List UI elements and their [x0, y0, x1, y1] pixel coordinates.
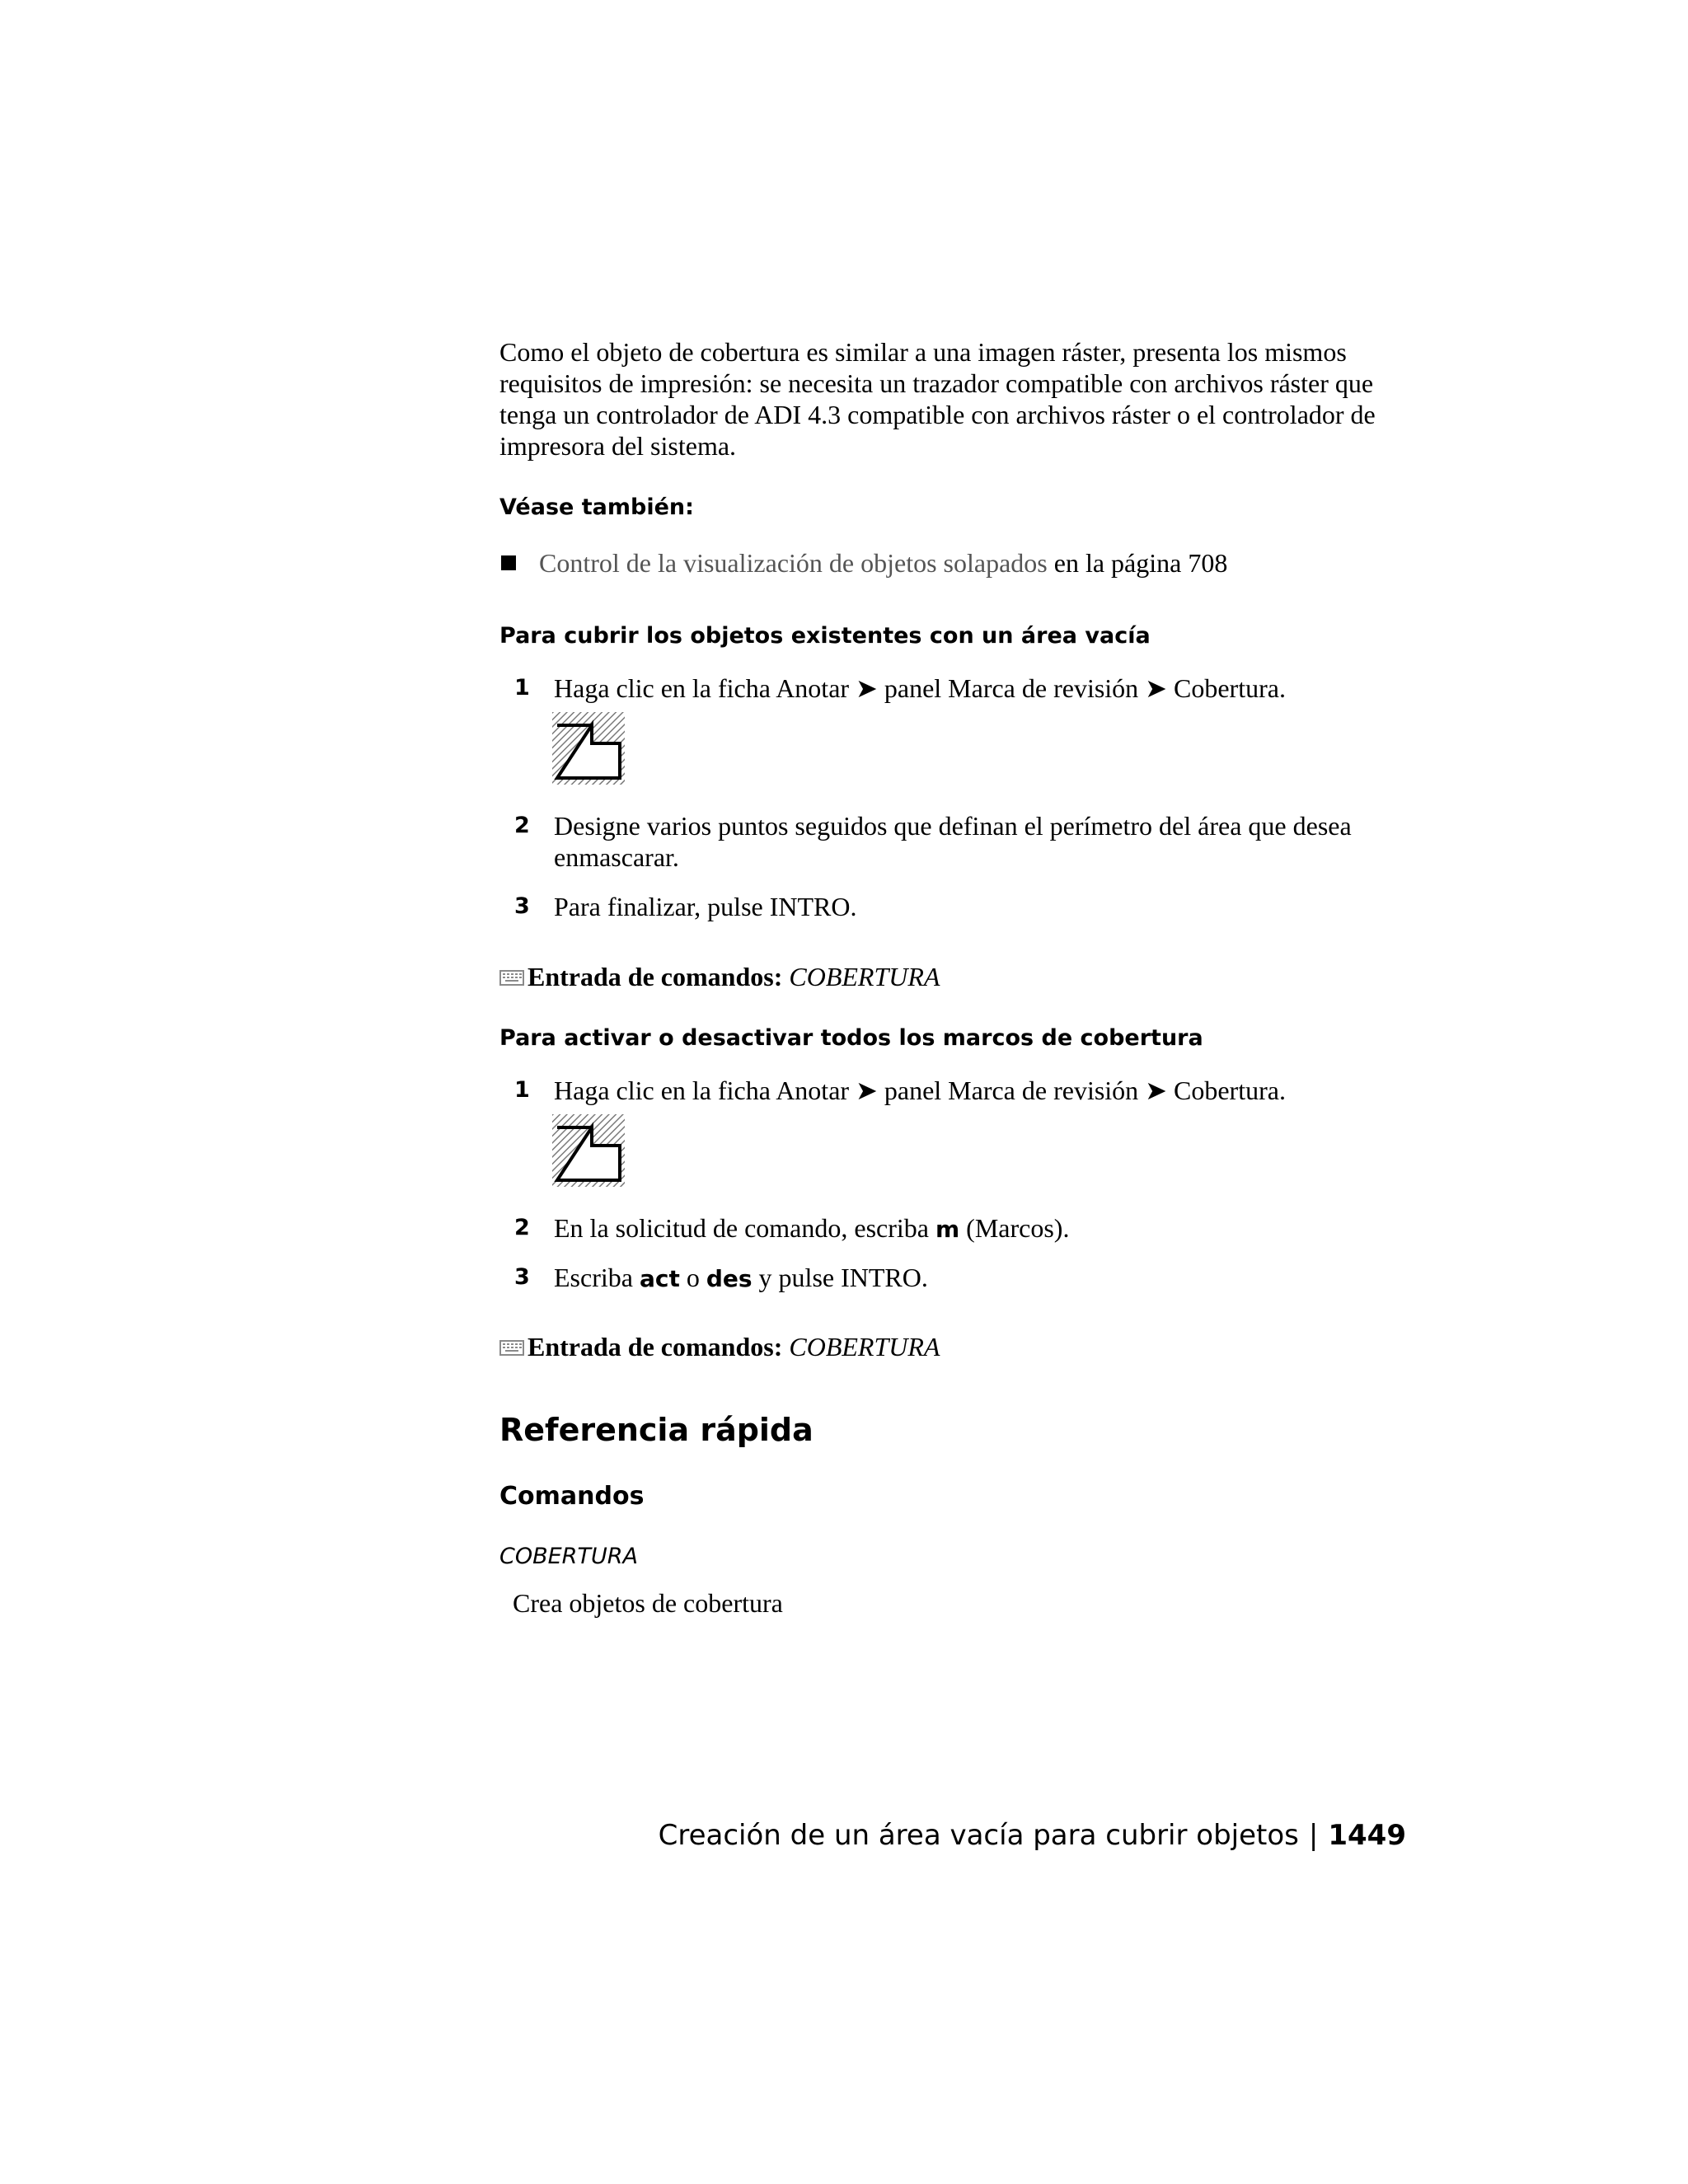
- procedure-step: [514, 1212, 1404, 1245]
- procedure-step: [514, 891, 1404, 922]
- command-entry-command: COBERTURA: [789, 962, 940, 991]
- wipeout-icon: [552, 1114, 625, 1187]
- see-also-heading: Véase también:: [499, 494, 694, 520]
- typed-option-act: act: [639, 1265, 680, 1292]
- command-entry-label: Entrada de comandos:: [528, 962, 783, 991]
- intro-paragraph: Como el objeto de cobertura es similar a una imagen ráster, presenta los mismos requisitos de impresión: se necesita un trazador compatible con archivos ráster que tenga un controlador de ADI 4.3 compatible con archivos ráster o el controlador de impresora del sistema.: [499, 337, 1376, 461]
- page-content: [499, 336, 1406, 1618]
- step-text: Designe varios puntos seguidos que definan el perímetro del área que desea enmascarar.: [554, 811, 1352, 872]
- procedure-heading-cover: Para cubrir los objetos existentes con un área vacía: [499, 623, 1151, 649]
- step-number: 1: [514, 675, 530, 701]
- commands-heading: Comandos: [499, 1482, 645, 1511]
- step-number: 3: [514, 1264, 530, 1290]
- command-description: Crea objetos de cobertura: [513, 1588, 783, 1618]
- keyboard-icon: [499, 968, 524, 987]
- procedure-heading-toggle-frames: Para activar o desactivar todos los marcos de cobertura: [499, 1025, 1203, 1051]
- command-link[interactable]: COBERTURA: [499, 1544, 638, 1569]
- procedure-step: [514, 1262, 1404, 1295]
- keyboard-icon: [499, 1338, 524, 1357]
- step-number: 3: [514, 893, 530, 919]
- step-text: En la solicitud de comando, escriba m (Marcos).: [554, 1213, 1070, 1243]
- footer-separator: |: [1308, 1819, 1319, 1852]
- procedure-step: [514, 673, 1404, 704]
- see-also-link[interactable]: Control de la visualización de objetos solapados: [539, 548, 1048, 578]
- command-entry: [499, 961, 940, 992]
- command-entry-label: Entrada de comandos:: [528, 1332, 783, 1361]
- square-bullet-icon: [501, 555, 516, 570]
- command-entry: [499, 1331, 940, 1362]
- page-footer: [659, 1818, 1406, 1853]
- procedure-step: [514, 810, 1404, 873]
- page-number: 1449: [1328, 1819, 1406, 1852]
- typed-key-m: m: [935, 1216, 960, 1243]
- step-text: Escriba act o des y pulse INTRO.: [554, 1263, 928, 1292]
- quick-reference-heading: Referencia rápida: [499, 1412, 814, 1448]
- step-text: Para finalizar, pulse INTRO.: [554, 892, 857, 921]
- step-number: 1: [514, 1077, 530, 1103]
- command-entry-command: COBERTURA: [789, 1332, 940, 1361]
- see-also-page-ref: en la página 708: [1053, 548, 1228, 578]
- see-also-item: [499, 547, 1227, 579]
- typed-option-des: des: [706, 1265, 753, 1292]
- step-number: 2: [514, 813, 530, 838]
- step-text: Haga clic en la ficha Anotar ➤ panel Marca de revisión ➤ Cobertura.: [554, 673, 1286, 703]
- procedure-step: [514, 1075, 1404, 1106]
- step-number: 2: [514, 1215, 530, 1240]
- step-text: Haga clic en la ficha Anotar ➤ panel Marca de revisión ➤ Cobertura.: [554, 1076, 1286, 1105]
- footer-title: Creación de un área vacía para cubrir objetos: [658, 1819, 1299, 1852]
- wipeout-icon: [552, 712, 625, 785]
